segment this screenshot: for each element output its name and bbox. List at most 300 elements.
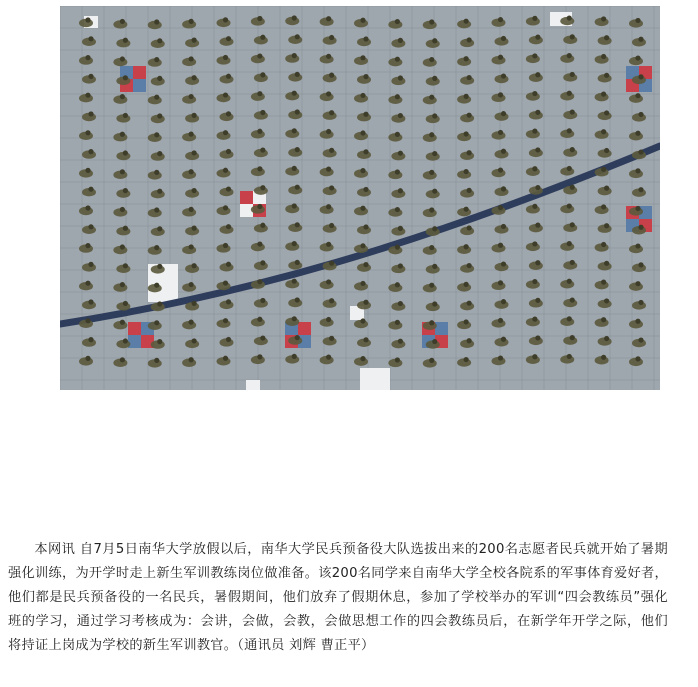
soldier-head bbox=[257, 241, 262, 246]
soldier-head bbox=[192, 301, 197, 306]
soldier-head bbox=[535, 72, 540, 77]
soldier-head bbox=[123, 113, 128, 118]
soldier-head bbox=[432, 113, 437, 118]
training-photo bbox=[60, 6, 660, 390]
soldier-head bbox=[398, 151, 403, 156]
soldier-head bbox=[295, 147, 300, 152]
soldier-head bbox=[88, 187, 93, 192]
soldier-head bbox=[601, 54, 606, 59]
soldier-head bbox=[295, 34, 300, 39]
soldier-head bbox=[189, 132, 194, 137]
soldier-head bbox=[326, 167, 331, 172]
soldier-head bbox=[467, 338, 472, 343]
tile-pattern bbox=[133, 79, 146, 92]
soldier-head bbox=[192, 263, 197, 268]
soldier-head bbox=[157, 226, 162, 231]
article-body bbox=[8, 538, 668, 658]
soldier-head bbox=[189, 320, 194, 325]
soldier-head bbox=[154, 320, 159, 325]
soldier-head bbox=[501, 299, 506, 304]
soldier-head bbox=[360, 55, 365, 60]
soldier-head bbox=[638, 337, 643, 342]
soldier-head bbox=[123, 338, 128, 343]
soldier-head bbox=[498, 92, 503, 97]
soldier-head bbox=[570, 297, 575, 302]
soldier-head bbox=[464, 319, 469, 324]
soldier-head bbox=[395, 132, 400, 137]
soldier-head bbox=[464, 282, 469, 287]
soldier-head bbox=[326, 16, 331, 21]
soldier-head bbox=[395, 19, 400, 24]
soldier-head bbox=[532, 16, 537, 21]
soldier-head bbox=[192, 75, 197, 80]
soldier-head bbox=[257, 166, 262, 171]
soldier-head bbox=[329, 336, 334, 341]
soldier-head bbox=[467, 150, 472, 155]
soldier-head bbox=[363, 112, 368, 117]
soldier-head bbox=[498, 355, 503, 360]
soldier-head bbox=[123, 188, 128, 193]
soldier-head bbox=[604, 73, 609, 78]
soldier-head bbox=[363, 224, 368, 229]
soldier-head bbox=[429, 283, 434, 288]
soldier-head bbox=[567, 15, 572, 20]
soldier-head bbox=[570, 260, 575, 265]
soldier-head bbox=[123, 226, 128, 231]
soldier-head bbox=[467, 113, 472, 118]
tile-pattern bbox=[133, 66, 146, 79]
soldier-head bbox=[326, 317, 331, 322]
soldier-head bbox=[638, 300, 643, 305]
soldier-head bbox=[498, 318, 503, 323]
soldier-head bbox=[189, 94, 194, 99]
soldier-head bbox=[395, 207, 400, 212]
soldier-head bbox=[329, 148, 334, 153]
soldier-head bbox=[570, 72, 575, 77]
soldier-head bbox=[85, 243, 90, 248]
soldier-head bbox=[501, 337, 506, 342]
soldier-head bbox=[498, 55, 503, 60]
soldier-head bbox=[570, 185, 575, 190]
soldier-head bbox=[88, 74, 93, 79]
tile-pattern bbox=[240, 204, 253, 217]
soldier-head bbox=[501, 111, 506, 116]
soldier-head bbox=[295, 297, 300, 302]
soldier-head bbox=[464, 169, 469, 174]
soldier-head bbox=[532, 129, 537, 134]
soldier-head bbox=[429, 320, 434, 325]
soldier-head bbox=[154, 57, 159, 62]
soldier-head bbox=[363, 337, 368, 342]
soldier-head bbox=[226, 149, 231, 154]
soldier-head bbox=[464, 56, 469, 61]
soldier-head bbox=[157, 189, 162, 194]
soldier-head bbox=[88, 149, 93, 154]
soldier-head bbox=[260, 185, 265, 190]
soldier-head bbox=[638, 74, 643, 79]
soldier-head bbox=[429, 207, 434, 212]
tile-pattern bbox=[128, 322, 141, 335]
soldier-head bbox=[535, 185, 540, 190]
soldier-head bbox=[223, 130, 228, 135]
soldier-head bbox=[226, 224, 231, 229]
soldier-head bbox=[260, 298, 265, 303]
soldier-head bbox=[363, 74, 368, 79]
soldier-head bbox=[360, 318, 365, 323]
soldier-head bbox=[157, 339, 162, 344]
soldier-head bbox=[226, 111, 231, 116]
soldier-head bbox=[157, 38, 162, 43]
soldier-head bbox=[501, 36, 506, 41]
soldier-head bbox=[532, 354, 537, 359]
soldier-head bbox=[429, 95, 434, 100]
soldier-head bbox=[123, 301, 128, 306]
soldier-head bbox=[567, 279, 572, 284]
soldier-head bbox=[570, 335, 575, 340]
soldier-head bbox=[123, 150, 128, 155]
soldier-head bbox=[363, 149, 368, 154]
soldier-head bbox=[467, 188, 472, 193]
soldier-head bbox=[226, 186, 231, 191]
soldier-head bbox=[292, 15, 297, 20]
soldier-head bbox=[464, 131, 469, 136]
soldier-head bbox=[532, 241, 537, 246]
soldier-head bbox=[398, 339, 403, 344]
soldier-head bbox=[532, 91, 537, 96]
soldier-head bbox=[638, 112, 643, 117]
soldier-head bbox=[532, 279, 537, 284]
soldier-head bbox=[85, 93, 90, 98]
soldier-head bbox=[120, 19, 125, 24]
soldier-head bbox=[189, 56, 194, 61]
soldier-head bbox=[635, 281, 640, 286]
soldier-head bbox=[604, 223, 609, 228]
soldier-head bbox=[85, 318, 90, 323]
soldier-head bbox=[395, 57, 400, 62]
soldier-head bbox=[535, 298, 540, 303]
soldier-head bbox=[567, 53, 572, 58]
soldier-head bbox=[601, 92, 606, 97]
article-paragraph: 本网讯 自7月5日南华大学放假以后，南华大学民兵预备役大队选拔出来的200名志愿者民兵就开始了暑期强化训练，为开学时走上新生军训教练岗位做准备。该200名同学来自南华大学全校各院系的军事体育爱好者，他们都是民兵预备役的一名民兵，暑假期间，他们放弃了假期休息，参加了学校举办的军训“四会教练员”强化班的学习，通过学习考核成为：会讲，会做，会教，会做思想工作的四会教练员后，在新学年开学之际，他们将持证上岗成为学校的新生军训教官。（通讯员 刘辉 曹正平） bbox=[8, 542, 668, 653]
soldier-head bbox=[601, 204, 606, 209]
soldier-head bbox=[429, 132, 434, 137]
soldier-head bbox=[464, 357, 469, 362]
tile-pattern bbox=[298, 322, 311, 335]
soldier-head bbox=[260, 72, 265, 77]
soldier-head bbox=[635, 93, 640, 98]
soldier-head bbox=[223, 92, 228, 97]
soldier-head bbox=[260, 260, 265, 265]
soldier-head bbox=[429, 57, 434, 62]
soldier-head bbox=[398, 38, 403, 43]
soldier-head bbox=[154, 132, 159, 137]
soldier-head bbox=[363, 300, 368, 305]
soldier-head bbox=[363, 262, 368, 267]
soldier-head bbox=[604, 336, 609, 341]
soldier-head bbox=[257, 129, 262, 134]
soldier-head bbox=[260, 147, 265, 152]
soldier-head bbox=[120, 357, 125, 362]
tile-pattern bbox=[435, 322, 448, 335]
soldier-head bbox=[604, 186, 609, 191]
soldier-head bbox=[326, 129, 331, 134]
soldier-head bbox=[120, 282, 125, 287]
soldier-head bbox=[292, 241, 297, 246]
soldier-head bbox=[360, 243, 365, 248]
tile-pattern bbox=[240, 191, 253, 204]
soldier-head bbox=[570, 147, 575, 152]
soldier-head bbox=[192, 38, 197, 43]
soldier-head bbox=[532, 204, 537, 209]
soldier-head bbox=[638, 262, 643, 267]
soldier-head bbox=[226, 36, 231, 41]
soldier-head bbox=[154, 19, 159, 24]
soldier-head bbox=[154, 283, 159, 288]
soldier-head bbox=[360, 93, 365, 98]
soldier-head bbox=[223, 17, 228, 22]
soldier-head bbox=[295, 72, 300, 77]
soldier-head bbox=[360, 356, 365, 361]
soldier-head bbox=[260, 223, 265, 228]
soldier-head bbox=[189, 282, 194, 287]
soldier-head bbox=[192, 113, 197, 118]
soldier-head bbox=[635, 168, 640, 173]
soldier-head bbox=[601, 355, 606, 360]
soldier-head bbox=[432, 264, 437, 269]
soldier-head bbox=[395, 320, 400, 325]
soldier-head bbox=[326, 204, 331, 209]
soldier-head bbox=[398, 263, 403, 268]
soldier-head bbox=[360, 18, 365, 23]
soldier-head bbox=[398, 75, 403, 80]
soldier-head bbox=[467, 37, 472, 42]
soldier-head bbox=[154, 245, 159, 250]
soldier-head bbox=[292, 279, 297, 284]
soldier-head bbox=[635, 356, 640, 361]
soldier-head bbox=[260, 35, 265, 40]
soldier-head bbox=[226, 262, 231, 267]
soldier-head bbox=[532, 53, 537, 58]
soldier-head bbox=[192, 338, 197, 343]
soldier-head bbox=[638, 37, 643, 42]
soldier-head bbox=[638, 149, 643, 154]
soldier-head bbox=[501, 73, 506, 78]
soldier-head bbox=[85, 130, 90, 135]
soldier-head bbox=[567, 128, 572, 133]
soldier-head bbox=[535, 110, 540, 115]
soldier-head bbox=[329, 35, 334, 40]
white-tile bbox=[246, 380, 260, 390]
soldier-head bbox=[223, 55, 228, 60]
soldier-head bbox=[601, 317, 606, 322]
soldier-head bbox=[432, 38, 437, 43]
soldier-head bbox=[223, 205, 228, 210]
soldier-head bbox=[429, 170, 434, 175]
soldier-head bbox=[601, 167, 606, 172]
soldier-head bbox=[292, 166, 297, 171]
soldier-head bbox=[360, 130, 365, 135]
soldier-head bbox=[329, 223, 334, 228]
soldier-head bbox=[226, 337, 231, 342]
soldier-head bbox=[570, 34, 575, 39]
soldier-head bbox=[601, 242, 606, 247]
soldier-head bbox=[467, 263, 472, 268]
soldier-head bbox=[395, 282, 400, 287]
soldier-head bbox=[429, 358, 434, 363]
soldier-head bbox=[223, 168, 228, 173]
soldier-head bbox=[257, 91, 262, 96]
soldier-head bbox=[464, 244, 469, 249]
soldier-head bbox=[329, 185, 334, 190]
soldier-head bbox=[326, 54, 331, 59]
soldier-head bbox=[638, 225, 643, 230]
soldier-head bbox=[257, 204, 262, 209]
soldier-head bbox=[535, 35, 540, 40]
soldier-head bbox=[154, 358, 159, 363]
soldier-head bbox=[326, 279, 331, 284]
soldier-head bbox=[363, 36, 368, 41]
soldier-head bbox=[257, 53, 262, 58]
soldier-head bbox=[292, 91, 297, 96]
soldier-head bbox=[157, 151, 162, 156]
soldier-head bbox=[395, 94, 400, 99]
soldier-head bbox=[226, 74, 231, 79]
soldier-head bbox=[567, 354, 572, 359]
soldier-head bbox=[567, 91, 572, 96]
soldier-head bbox=[467, 75, 472, 80]
soldier-head bbox=[635, 131, 640, 136]
soldier-head bbox=[432, 189, 437, 194]
soldier-head bbox=[601, 280, 606, 285]
soldier-head bbox=[432, 151, 437, 156]
soldier-head bbox=[326, 242, 331, 247]
soldier-head bbox=[189, 169, 194, 174]
soldier-head bbox=[120, 132, 125, 137]
soldier-head bbox=[154, 95, 159, 100]
soldier-head bbox=[295, 109, 300, 114]
soldier-head bbox=[120, 207, 125, 212]
soldier-head bbox=[635, 206, 640, 211]
soldier-head bbox=[295, 185, 300, 190]
soldier-head bbox=[570, 222, 575, 227]
soldier-head bbox=[635, 243, 640, 248]
soldier-head bbox=[567, 203, 572, 208]
soldier-head bbox=[257, 279, 262, 284]
soldier-head bbox=[226, 299, 231, 304]
soldier-head bbox=[85, 17, 90, 22]
soldier-head bbox=[260, 110, 265, 115]
soldier-head bbox=[88, 262, 93, 267]
soldier-head bbox=[432, 226, 437, 231]
soldier-head bbox=[120, 169, 125, 174]
soldier-head bbox=[395, 169, 400, 174]
soldier-head bbox=[395, 245, 400, 250]
soldier-head bbox=[567, 316, 572, 321]
soldier-head bbox=[329, 110, 334, 115]
soldier-head bbox=[363, 187, 368, 192]
soldier-head bbox=[432, 339, 437, 344]
soldier-head bbox=[464, 19, 469, 24]
soldier-head bbox=[120, 320, 125, 325]
soldier-head bbox=[398, 113, 403, 118]
soldier-head bbox=[395, 357, 400, 362]
soldier-head bbox=[326, 355, 331, 360]
soldier-head bbox=[360, 281, 365, 286]
soldier-head bbox=[123, 263, 128, 268]
soldier-head bbox=[88, 224, 93, 229]
soldier-head bbox=[398, 226, 403, 231]
soldier-head bbox=[467, 301, 472, 306]
soldier-head bbox=[360, 168, 365, 173]
soldier-head bbox=[223, 243, 228, 248]
soldier-head bbox=[85, 281, 90, 286]
soldier-head bbox=[570, 109, 575, 114]
soldier-head bbox=[157, 113, 162, 118]
soldier-head bbox=[329, 298, 334, 303]
soldier-head bbox=[464, 94, 469, 99]
soldier-head bbox=[535, 260, 540, 265]
soldier-head bbox=[260, 335, 265, 340]
soldier-head bbox=[532, 317, 537, 322]
soldier-head bbox=[85, 168, 90, 173]
soldier-head bbox=[123, 75, 128, 80]
soldier-head bbox=[360, 206, 365, 211]
soldier-head bbox=[501, 224, 506, 229]
soldier-head bbox=[604, 110, 609, 115]
soldier-head bbox=[88, 337, 93, 342]
soldier-head bbox=[498, 130, 503, 135]
soldier-head bbox=[326, 91, 331, 96]
soldier-head bbox=[498, 17, 503, 22]
soldier-head bbox=[638, 187, 643, 192]
soldier-head bbox=[120, 56, 125, 61]
soldier-head bbox=[498, 243, 503, 248]
soldier-head bbox=[635, 55, 640, 60]
soldier-head bbox=[498, 205, 503, 210]
soldier-head bbox=[88, 111, 93, 116]
soldier-head bbox=[467, 225, 472, 230]
soldier-head bbox=[498, 280, 503, 285]
soldier-head bbox=[432, 301, 437, 306]
soldier-head bbox=[85, 356, 90, 361]
soldier-head bbox=[567, 166, 572, 171]
soldier-head bbox=[329, 261, 334, 266]
soldier-head bbox=[398, 188, 403, 193]
soldier-head bbox=[535, 223, 540, 228]
soldier-head bbox=[257, 317, 262, 322]
soldier-head bbox=[154, 207, 159, 212]
soldier-head bbox=[292, 354, 297, 359]
soldier-head bbox=[601, 16, 606, 21]
soldier-head bbox=[329, 73, 334, 78]
soldier-head bbox=[501, 261, 506, 266]
soldier-head bbox=[604, 298, 609, 303]
tile-pattern bbox=[128, 335, 141, 348]
soldier-head bbox=[120, 94, 125, 99]
soldier-head bbox=[295, 260, 300, 265]
soldier-head bbox=[604, 35, 609, 40]
soldier-head bbox=[88, 299, 93, 304]
soldier-head bbox=[88, 36, 93, 41]
soldier-head bbox=[189, 357, 194, 362]
soldier-head bbox=[601, 129, 606, 134]
soldier-head bbox=[398, 301, 403, 306]
soldier-head bbox=[567, 241, 572, 246]
soldier-head bbox=[223, 356, 228, 361]
soldier-head bbox=[464, 207, 469, 212]
soldier-head bbox=[123, 38, 128, 43]
soldier-head bbox=[223, 318, 228, 323]
